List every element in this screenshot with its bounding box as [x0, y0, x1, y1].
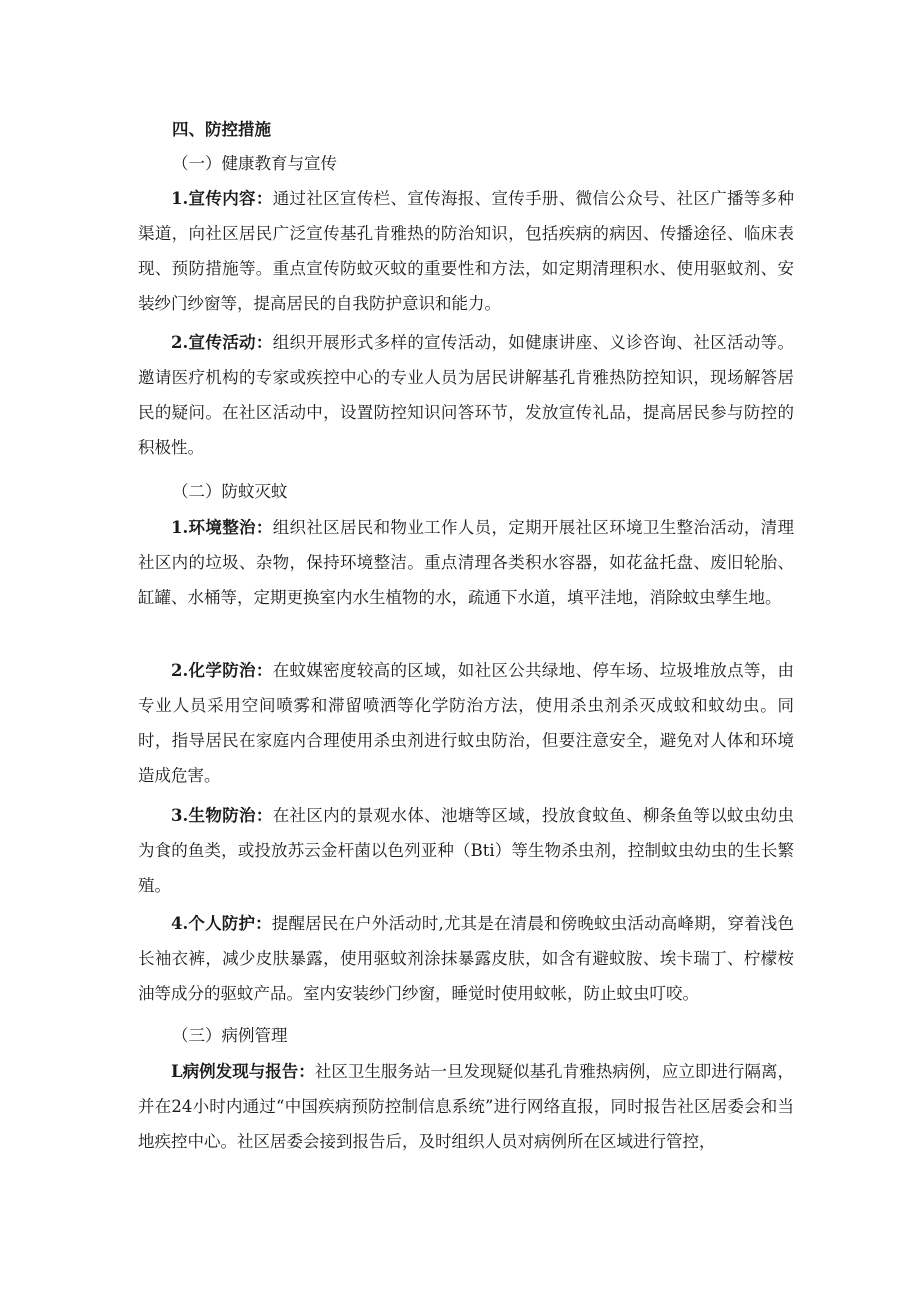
item-label: L病例发现与报告：	[171, 1062, 315, 1081]
paragraph-environment	[138, 510, 794, 615]
item-label: 个人防护：	[188, 914, 272, 933]
paragraph-biological-control	[138, 798, 794, 903]
item-label: 化学防治：	[188, 661, 273, 680]
paragraph-case-reporting	[138, 1054, 794, 1159]
paragraph-personal-protection	[138, 906, 794, 1011]
item-label: 生物防治：	[188, 806, 273, 825]
item-number: 1.	[171, 518, 189, 537]
subsection-title-case-management: （三）病例管理	[172, 1026, 288, 1045]
item-number: 1.	[171, 189, 189, 208]
paragraph-publicity-content	[138, 181, 794, 321]
item-label: 宣传内容：	[188, 189, 273, 208]
paragraph-publicity-activities	[138, 325, 794, 465]
item-label: 环境整治：	[188, 518, 273, 537]
item-text: 在蚊媒密度较高的区域，如社区公共绿地、停车场、垃圾堆放点等，由专业人员采用空间喷雾和滞留喷洒等化学防治方法，使用杀虫剂杀灭成蚊和蚊幼虫。同时，指导居民在家庭内合理使用杀虫剂进行蚊虫防治，但要注意安全，避免对人体和环境造成危害。	[138, 661, 795, 785]
item-number: 3.	[171, 806, 189, 825]
item-text: 通过社区宣传栏、宣传海报、宣传手册、微信公众号、社区广播等多种渠道，向社区居民广泛宣传基孔肯雅热的防治知识，包括疾病的病因、传播途径、临床表现、预防措施等。重点宣传防蚊灭蚊的重要性和方法，如定期清理积水、使用驱蚊剂、安装纱门纱窗等，提高居民的自我防护意识和能力。	[138, 189, 795, 313]
item-text: 提醒居民在户外活动时,尤其是在清晨和傍晚蚊虫活动高峰期，穿着浅色长袖衣裤，减少皮肤暴露，使用驱蚊剂涂抹暴露皮肤，如含有避蚊胺、埃卡瑞丁、柠檬桉油等成分的驱蚊产品。室内安装纱门纱窗，睡觉时使用蚊帐，防止蚊虫叮咬。	[138, 914, 795, 1003]
item-text: 组织社区居民和物业工作人员，定期开展社区环境卫生整治活动，清理社区内的垃圾、杂物，保持环境整洁。重点清理各类积水容器，如花盆托盘、废旧轮胎、缸罐、水桶等，定期更换室内水生植物的水，疏通下水道，填平洼地，消除蚊虫孳生地。	[138, 518, 795, 607]
item-number: 2.	[171, 661, 189, 680]
subsection-title-mosquito-control: （二）防蚊灭蚊	[172, 482, 288, 501]
paragraph-chemical-control	[138, 653, 794, 793]
subsection-title-health-education: （一）健康教育与宣传	[172, 154, 337, 173]
item-number: 2.	[171, 333, 189, 352]
item-label: 宣传活动：	[188, 333, 273, 352]
item-text: 在社区内的景观水体、池塘等区域，投放食蚊鱼、柳条鱼等以蚊虫幼虫为食的鱼类，或投放苏云金杆菌以色列亚种（Bti）等生物杀虫剂，控制蚊虫幼虫的生长繁殖。	[138, 806, 795, 895]
item-number: 4.	[171, 914, 189, 933]
item-text: 组织开展形式多样的宣传活动，如健康讲座、义诊咨询、社区活动等。邀请医疗机构的专家或疾控中心的专业人员为居民讲解基孔肯雅热防控知识，现场解答居民的疑问。在社区活动中，设置防控知识问答环节，发放宣传礼品，提高居民参与防控的积极性。	[138, 333, 795, 457]
section-title: 四、防控措施	[172, 120, 271, 139]
item-text: 社区卫生服务站一旦发现疑似基孔肯雅热病例，应立即进行隔离，并在24小时内通过“中国疾病预防控制信息系统”进行网络直报，同时报告社区居委会和当地疾控中心。社区居委会接到报告后，及时组织人员对病例所在区域进行管控，	[138, 1062, 795, 1151]
